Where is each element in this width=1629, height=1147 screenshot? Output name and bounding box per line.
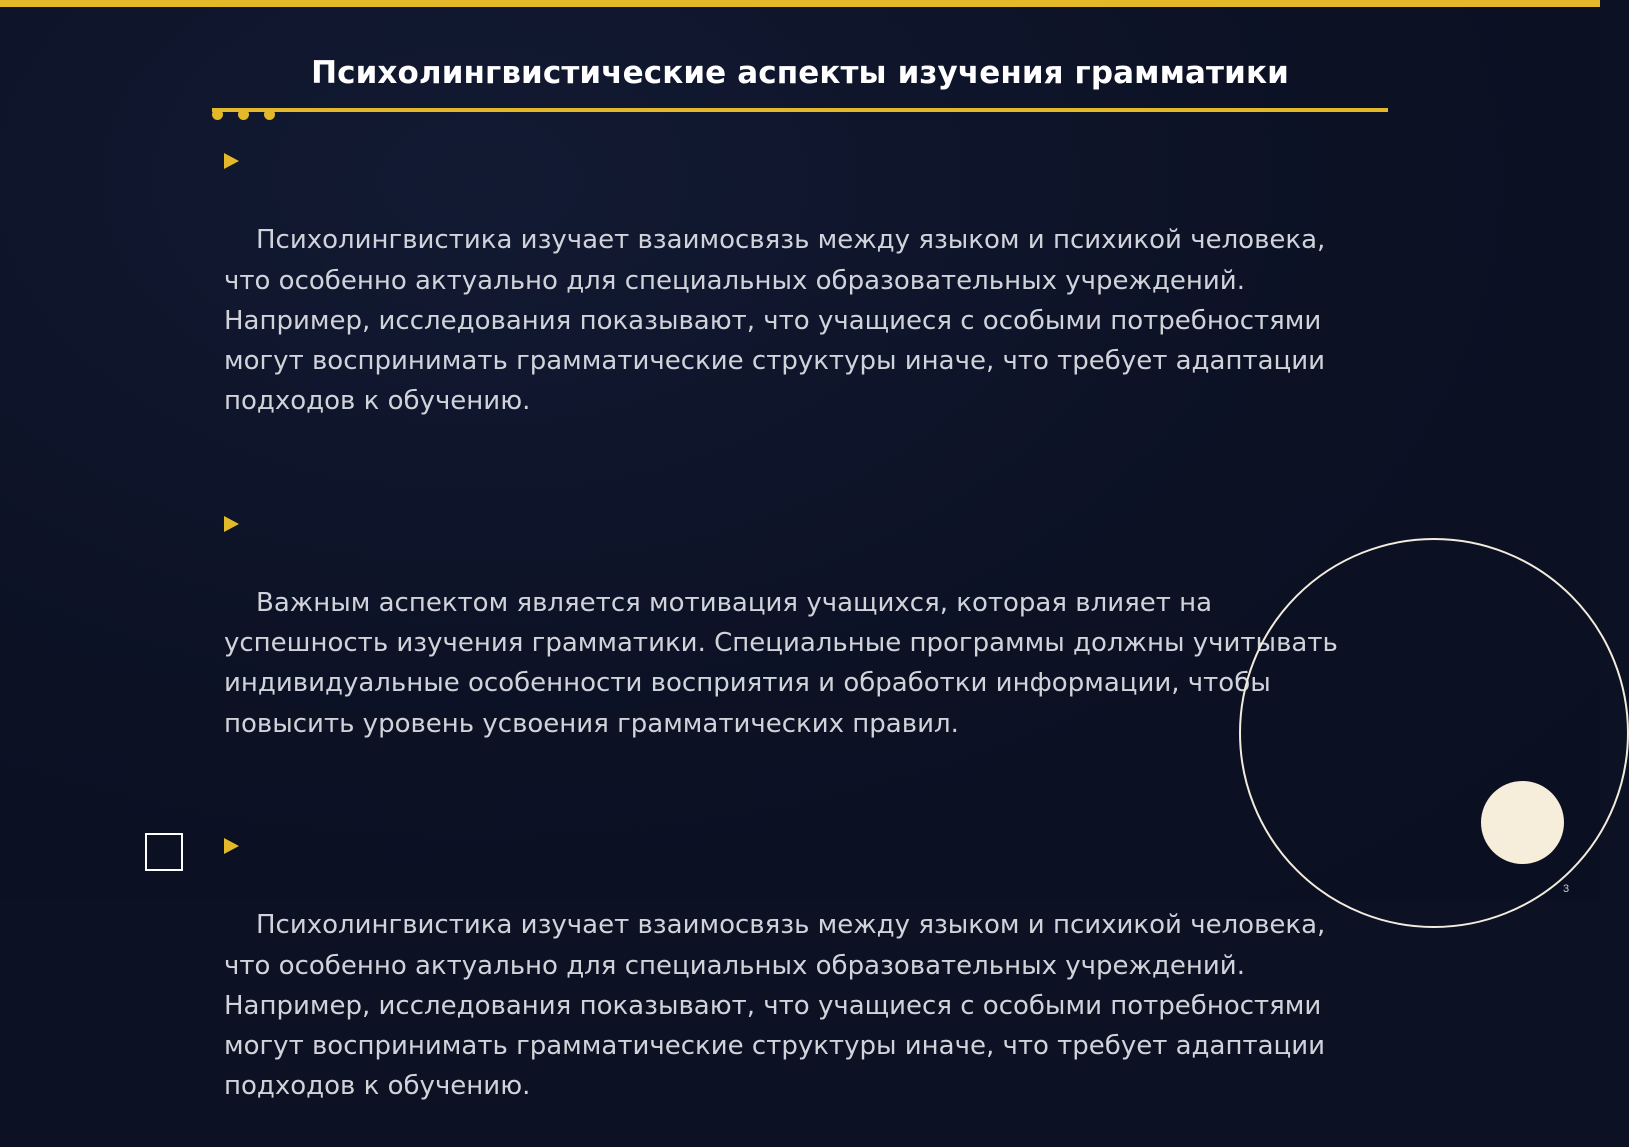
triangle-bullet-icon — [224, 153, 239, 169]
bullet-paragraph — [224, 503, 1374, 784]
paragraph-text: Важным аспектом является мотивация учащихся, которая влияет на успешность изучения грамматики. Специальные программы должны учитывать индивидуальные особенности восприятия и обработки информации, чтобы повысить уровень усвоения грамматических правил. — [224, 588, 1338, 739]
accent-dot — [212, 109, 223, 120]
triangle-bullet-icon — [224, 838, 239, 854]
title-underline — [212, 108, 1388, 112]
page-number: 3 — [1563, 883, 1570, 895]
triangle-bullet-icon — [224, 516, 239, 532]
paragraph-text: Психолингвистика изучает взаимосвязь между языком и психикой человека, что особенно актуально для специальных образовательных учреждений. Например, исследования показывают, что учащиеся с особыми потребностями могут воспринимать грамматические структуры иначе, что требует адаптации подходов к обучению. — [224, 910, 1326, 1102]
square-outline-icon — [145, 833, 183, 871]
slide-content — [224, 140, 1374, 1147]
accent-dot — [264, 109, 275, 120]
decorative-filled-circle — [1481, 781, 1564, 864]
top-accent-bar — [0, 0, 1600, 7]
bullet-paragraph — [224, 825, 1374, 1147]
bullet-paragraph — [224, 140, 1374, 462]
slide-title: Психолингвистические аспекты изучения грамматики — [311, 55, 1289, 91]
title-dots — [212, 108, 275, 122]
paragraph-text: Психолингвистика изучает взаимосвязь между языком и психикой человека, что особенно актуально для специальных образовательных учреждений. Например, исследования показывают, что учащиеся с особыми потребностями могут воспринимать грамматические структуры иначе, что требует адаптации подходов к обучению. — [224, 225, 1326, 417]
accent-dot — [238, 109, 249, 120]
